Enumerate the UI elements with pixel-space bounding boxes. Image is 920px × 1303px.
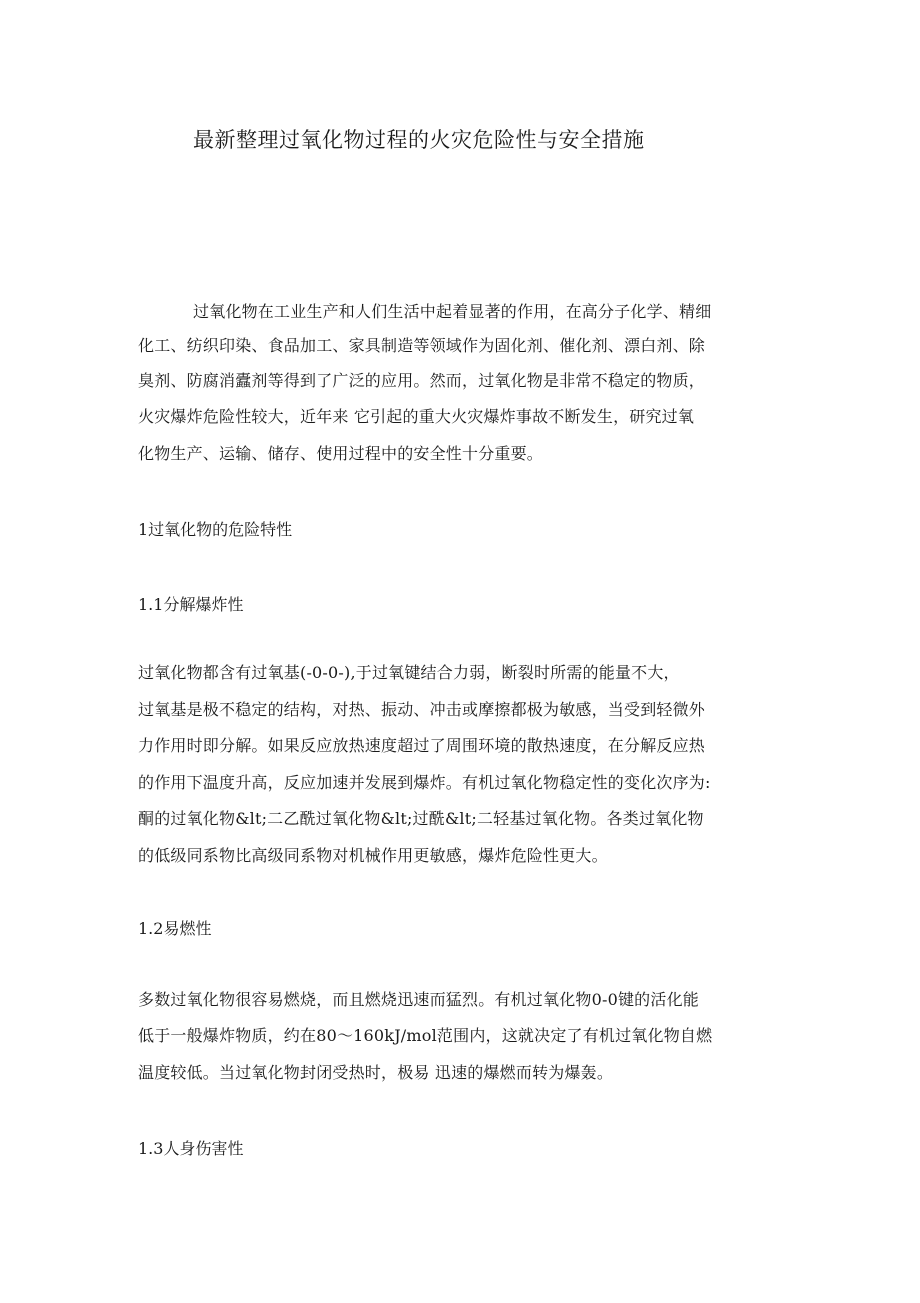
document-title: 最新整理过氧化物过程的火灾危险性与安全措施: [193, 128, 645, 152]
section-1-1-line-4: 的作用下温度升高，反应加速并发展到爆炸。有机过氧化物稳定性的变化次序为:: [138, 773, 711, 792]
section-1-1-line-6: 的低级同系物比高级同系物对机械作用更敏感，爆炸危险性更大。: [138, 846, 608, 865]
section-1-1-heading: 1.1分解爆炸性: [138, 595, 244, 614]
intro-line-5: 化物生产、运输、储存、使用过程中的安全性十分重要。: [138, 444, 544, 463]
intro-line-3: 臭剂、防腐消蠹剂等得到了广泛的应用。然而，过氧化物是非常不稳定的物质，: [138, 371, 706, 390]
section-1-1-line-2: 过氧基是极不稳定的结构，对热、振动、冲击或摩擦都极为敏感，当受到轻微外: [138, 700, 706, 719]
intro-line-1: 过氧化物在工业生产和人们生活中起着显著的作用，在高分子化学、精细: [193, 302, 712, 321]
section-1-1-line-5: 酮的过氧化物&lt;二乙酰过氧化物&lt;过酰&lt;二轻基过氧化物。各类过氧化物: [138, 809, 704, 828]
intro-line-2: 化工、纺织印染、食品加工、家具制造等领域作为固化剂、催化剂、漂白剂、除: [138, 336, 706, 355]
section-1-2-line-2: 低于一般爆炸物质，约在80〜160kJ/mol范围内，这就决定了有机过氧化物自燃: [138, 1026, 713, 1045]
section-1-1-line-3: 力作用时即分解。如果反应放热速度超过了周围环境的散热速度，在分解反应热: [138, 736, 706, 755]
section-1-2-line-3: 温度较低。当过氧化物封闭受热时，极易 迅速的爆燃而转为爆轰。: [138, 1063, 614, 1082]
intro-line-4: 火灾爆炸危险性较大，近年来 它引起的重大火灾爆炸事故不断发生，研究过氧: [138, 407, 695, 426]
section-1-3-heading: 1.3人身伤害性: [138, 1139, 244, 1158]
section-1-2-line-1: 多数过氧化物很容易燃烧，而且燃烧迅速而猛烈。有机过氧化物0-0键的活化能: [138, 990, 699, 1009]
section-1-2-heading: 1.2易燃性: [138, 919, 212, 938]
section-1-1-line-1: 过氧化物都含有过氧基(-0-0-),于过氧键结合力弱，断裂时所需的能量不大，: [138, 663, 680, 682]
section-1-heading: 1过氧化物的危险特性: [138, 520, 293, 539]
